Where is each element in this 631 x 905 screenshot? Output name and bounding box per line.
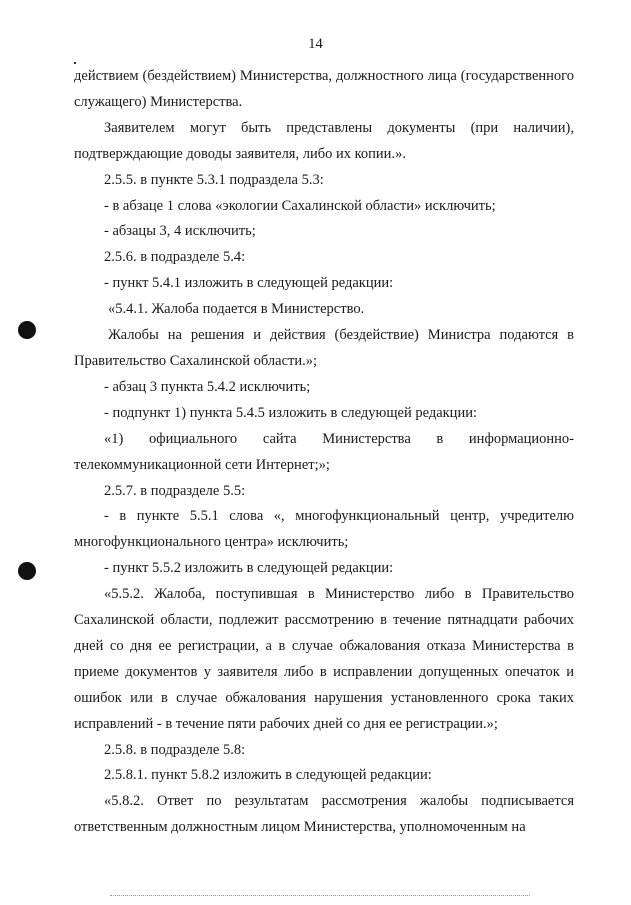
page-bottom-edge bbox=[110, 895, 530, 897]
paragraph-4: - в абзаце 1 слова «экологии Сахалинской области» исключить; bbox=[104, 197, 496, 214]
paragraph-15: - пункт 5.5.2 изложить в следующей редакции: bbox=[104, 560, 394, 577]
paragraph-16: «5.5.2. Жалоба, поступившая в Министерство либо в Правительство Сахалинской области, подлежит рассмотрению в течение пятнадцати рабочих дней со дня ее регистрации, а в случае обжалования отказа Министерства в приеме документов у заявителя либо в исправлении допущенных опечаток и ошибок или в случае обжалования нарушения установленного срока таких исправлений - в течение пяти рабочих дней со дня ее регистрации.»; bbox=[74, 586, 574, 732]
page-number: 14 bbox=[308, 36, 323, 52]
paragraph-13: 2.5.7. в подразделе 5.5: bbox=[104, 482, 246, 499]
paragraph-2: Заявителем могут быть представлены документы (при наличии), подтверждающие доводы заявителя, либо их копии.». bbox=[74, 119, 574, 162]
paragraph-12: «1) официального сайта Министерства в информационно-телекоммуникационной сети Интернет;»; bbox=[74, 430, 574, 473]
paragraph-17: 2.5.8. в подразделе 5.8: bbox=[104, 741, 246, 758]
paragraph-7: - пункт 5.4.1 изложить в следующей редакции: bbox=[104, 275, 394, 292]
paragraph-6: 2.5.6. в подразделе 5.4: bbox=[104, 249, 246, 266]
document-body bbox=[74, 64, 574, 841]
paragraph-10: - абзац 3 пункта 5.4.2 исключить; bbox=[104, 378, 311, 395]
paragraph-5: - абзацы 3, 4 исключить; bbox=[104, 223, 256, 240]
paragraph-8: «5.4.1. Жалоба подается в Министерство. bbox=[108, 301, 365, 318]
paragraph-11: - подпункт 1) пункта 5.4.5 изложить в следующей редакции: bbox=[104, 404, 477, 421]
paragraph-9: Жалобы на решения и действия (бездействие) Министра подаются в Правительство Сахалинской области.»; bbox=[74, 327, 574, 369]
binder-hole-bottom bbox=[18, 562, 36, 580]
paragraph-1: действием (бездействием) Министерства, должностного лица (государственного служащего) Министерства. bbox=[74, 68, 574, 110]
paragraph-19: «5.8.2. Ответ по результатам рассмотрения жалобы подписывается ответственным должностным лицом Министерства, уполномоченным на bbox=[74, 793, 574, 836]
binder-hole-top bbox=[18, 321, 36, 339]
paragraph-14: - в пункте 5.5.1 слова «, многофункциональный центр, учредителю многофункционального центра» исключить; bbox=[74, 508, 574, 551]
paragraph-3: 2.5.5. в пункте 5.3.1 подраздела 5.3: bbox=[104, 171, 324, 188]
paragraph-18: 2.5.8.1. пункт 5.8.2 изложить в следующей редакции: bbox=[104, 767, 432, 784]
